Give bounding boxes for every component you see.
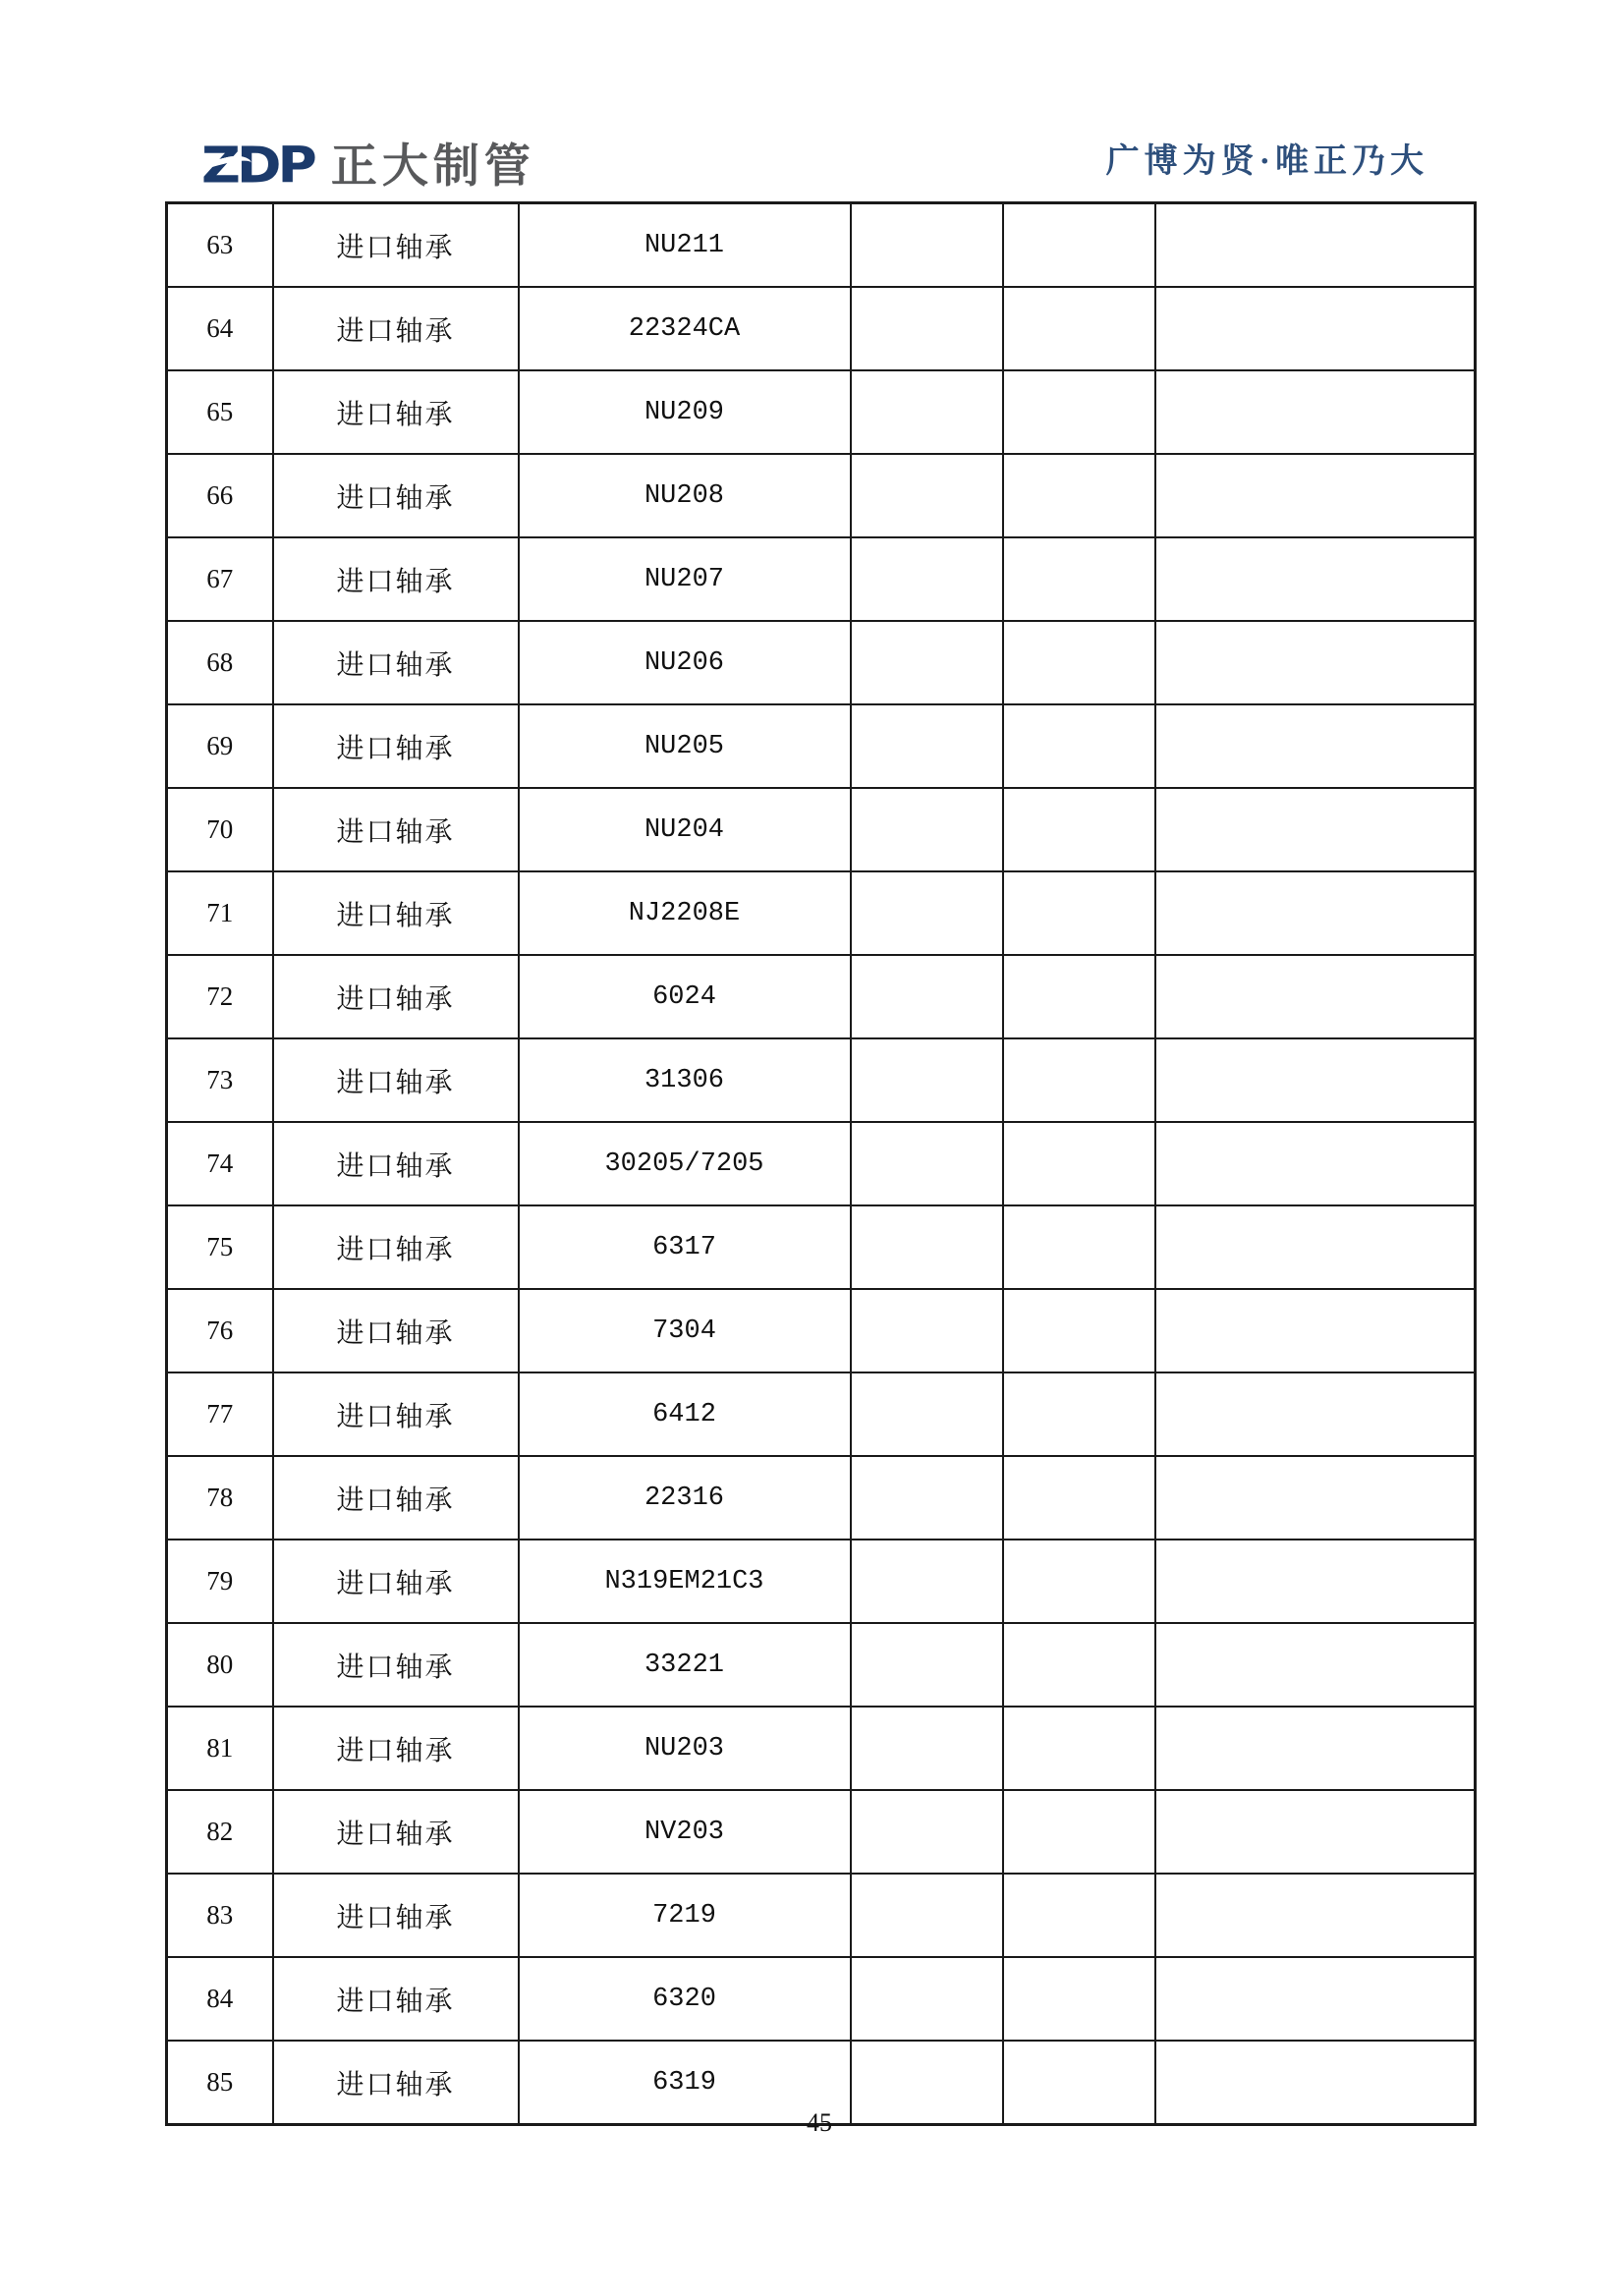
row-number-cell: 65	[167, 370, 273, 454]
category-cell: 进口轴承	[273, 1540, 519, 1623]
table-row	[167, 1707, 1476, 1790]
empty-cell-2	[1003, 1289, 1155, 1372]
empty-cell-3	[1155, 454, 1476, 537]
model-cell: N319EM21C3	[519, 1540, 851, 1623]
category-cell: 进口轴承	[273, 370, 519, 454]
table-row	[167, 454, 1476, 537]
empty-cell-3	[1155, 1205, 1476, 1289]
empty-cell-2	[1003, 621, 1155, 704]
row-number-cell: 67	[167, 537, 273, 621]
model-cell: NU203	[519, 1707, 851, 1790]
row-number-cell: 63	[167, 203, 273, 288]
company-logo	[201, 136, 535, 195]
empty-cell-3	[1155, 1540, 1476, 1623]
category-cell: 进口轴承	[273, 287, 519, 370]
empty-cell-2	[1003, 788, 1155, 871]
table-row	[167, 1038, 1476, 1122]
model-cell: 7219	[519, 1874, 851, 1957]
empty-cell-2	[1003, 537, 1155, 621]
model-cell: 31306	[519, 1038, 851, 1122]
empty-cell-3	[1155, 788, 1476, 871]
row-number-cell: 84	[167, 1957, 273, 2041]
row-number-cell: 70	[167, 788, 273, 871]
empty-cell-1	[851, 1707, 1003, 1790]
empty-cell-3	[1155, 537, 1476, 621]
table-row	[167, 955, 1476, 1038]
category-cell: 进口轴承	[273, 1874, 519, 1957]
empty-cell-1	[851, 287, 1003, 370]
model-cell: 6320	[519, 1957, 851, 2041]
row-number-cell: 69	[167, 704, 273, 788]
model-cell: NJ2208E	[519, 871, 851, 955]
row-number-cell: 73	[167, 1038, 273, 1122]
category-cell: 进口轴承	[273, 454, 519, 537]
empty-cell-1	[851, 1289, 1003, 1372]
empty-cell-1	[851, 1122, 1003, 1205]
empty-cell-1	[851, 203, 1003, 288]
empty-cell-2	[1003, 1540, 1155, 1623]
model-cell: 6317	[519, 1205, 851, 1289]
row-number-cell: 82	[167, 1790, 273, 1874]
table-row	[167, 621, 1476, 704]
row-number-cell: 77	[167, 1372, 273, 1456]
category-cell: 进口轴承	[273, 1707, 519, 1790]
category-cell: 进口轴承	[273, 788, 519, 871]
table-row	[167, 287, 1476, 370]
category-cell: 进口轴承	[273, 1289, 519, 1372]
empty-cell-1	[851, 871, 1003, 955]
category-cell: 进口轴承	[273, 1205, 519, 1289]
empty-cell-2	[1003, 203, 1155, 288]
empty-cell-3	[1155, 1289, 1476, 1372]
row-number-cell: 72	[167, 955, 273, 1038]
table-row	[167, 1456, 1476, 1540]
empty-cell-1	[851, 955, 1003, 1038]
empty-cell-3	[1155, 1957, 1476, 2041]
model-cell: NU207	[519, 537, 851, 621]
table-row	[167, 1874, 1476, 1957]
model-cell: 30205/7205	[519, 1122, 851, 1205]
category-cell: 进口轴承	[273, 1372, 519, 1456]
empty-cell-1	[851, 1957, 1003, 2041]
empty-cell-1	[851, 454, 1003, 537]
table-row	[167, 871, 1476, 955]
model-cell: 6412	[519, 1372, 851, 1456]
empty-cell-2	[1003, 1372, 1155, 1456]
empty-cell-2	[1003, 1122, 1155, 1205]
empty-cell-2	[1003, 1707, 1155, 1790]
model-cell: NU211	[519, 203, 851, 288]
empty-cell-1	[851, 1623, 1003, 1707]
row-number-cell: 68	[167, 621, 273, 704]
empty-cell-3	[1155, 1038, 1476, 1122]
company-slogan: 广博为贤·唯正乃大	[1105, 143, 1428, 180]
model-cell: 6319	[519, 2041, 851, 2125]
empty-cell-3	[1155, 1623, 1476, 1707]
empty-cell-1	[851, 1874, 1003, 1957]
empty-cell-1	[851, 621, 1003, 704]
company-name: 正大制管	[330, 139, 535, 192]
empty-cell-1	[851, 788, 1003, 871]
empty-cell-2	[1003, 370, 1155, 454]
category-cell: 进口轴承	[273, 704, 519, 788]
empty-cell-1	[851, 370, 1003, 454]
row-number-cell: 71	[167, 871, 273, 955]
category-cell: 进口轴承	[273, 1623, 519, 1707]
empty-cell-1	[851, 1790, 1003, 1874]
category-cell: 进口轴承	[273, 871, 519, 955]
row-number-cell: 74	[167, 1122, 273, 1205]
empty-cell-2	[1003, 955, 1155, 1038]
empty-cell-3	[1155, 1122, 1476, 1205]
empty-cell-2	[1003, 1205, 1155, 1289]
category-cell: 进口轴承	[273, 1122, 519, 1205]
empty-cell-2	[1003, 1957, 1155, 2041]
empty-cell-3	[1155, 955, 1476, 1038]
category-cell: 进口轴承	[273, 537, 519, 621]
empty-cell-3	[1155, 287, 1476, 370]
category-cell: 进口轴承	[273, 2041, 519, 2125]
empty-cell-2	[1003, 871, 1155, 955]
page-number: 45	[807, 2108, 832, 2137]
row-number-cell: 83	[167, 1874, 273, 1957]
table-row	[167, 704, 1476, 788]
row-number-cell: 81	[167, 1707, 273, 1790]
model-cell: NU205	[519, 704, 851, 788]
empty-cell-3	[1155, 370, 1476, 454]
empty-cell-2	[1003, 1456, 1155, 1540]
model-cell: NU208	[519, 454, 851, 537]
table-row	[167, 203, 1476, 288]
category-cell: 进口轴承	[273, 1038, 519, 1122]
empty-cell-3	[1155, 704, 1476, 788]
table-row	[167, 1623, 1476, 1707]
category-cell: 进口轴承	[273, 621, 519, 704]
empty-cell-2	[1003, 287, 1155, 370]
empty-cell-1	[851, 1205, 1003, 1289]
empty-cell-1	[851, 704, 1003, 788]
table-row	[167, 1790, 1476, 1874]
empty-cell-2	[1003, 704, 1155, 788]
table-row	[167, 1205, 1476, 1289]
row-number-cell: 80	[167, 1623, 273, 1707]
empty-cell-1	[851, 537, 1003, 621]
zdp-logo-mark: ZDP	[201, 136, 313, 195]
row-number-cell: 66	[167, 454, 273, 537]
empty-cell-3	[1155, 1790, 1476, 1874]
table-row	[167, 537, 1476, 621]
empty-cell-2	[1003, 454, 1155, 537]
row-number-cell: 64	[167, 287, 273, 370]
row-number-cell: 76	[167, 1289, 273, 1372]
empty-cell-1	[851, 1038, 1003, 1122]
row-number-cell: 85	[167, 2041, 273, 2125]
table-row	[167, 370, 1476, 454]
empty-cell-3	[1155, 621, 1476, 704]
category-cell: 进口轴承	[273, 203, 519, 288]
empty-cell-3	[1155, 1874, 1476, 1957]
model-cell: 33221	[519, 1623, 851, 1707]
category-cell: 进口轴承	[273, 1456, 519, 1540]
parts-table	[165, 201, 1477, 2126]
model-cell: 22316	[519, 1456, 851, 1540]
category-cell: 进口轴承	[273, 955, 519, 1038]
empty-cell-3	[1155, 871, 1476, 955]
parts-table-body	[167, 203, 1476, 2125]
empty-cell-2	[1003, 1874, 1155, 1957]
category-cell: 进口轴承	[273, 1790, 519, 1874]
model-cell: NU206	[519, 621, 851, 704]
empty-cell-3	[1155, 1707, 1476, 1790]
empty-cell-2	[1003, 1790, 1155, 1874]
table-row	[167, 788, 1476, 871]
empty-cell-1	[851, 1372, 1003, 1456]
category-cell: 进口轴承	[273, 1957, 519, 2041]
row-number-cell: 79	[167, 1540, 273, 1623]
empty-cell-3	[1155, 203, 1476, 288]
row-number-cell: 78	[167, 1456, 273, 1540]
model-cell: NV203	[519, 1790, 851, 1874]
table-row	[167, 1122, 1476, 1205]
empty-cell-1	[851, 1456, 1003, 1540]
model-cell: 6024	[519, 955, 851, 1038]
table-row	[167, 1540, 1476, 1623]
model-cell: 22324CA	[519, 287, 851, 370]
model-cell: NU204	[519, 788, 851, 871]
table-row	[167, 1289, 1476, 1372]
table-row	[167, 1957, 1476, 2041]
empty-cell-3	[1155, 1372, 1476, 1456]
model-cell: NU209	[519, 370, 851, 454]
table-row	[167, 1372, 1476, 1456]
model-cell: 7304	[519, 1289, 851, 1372]
row-number-cell: 75	[167, 1205, 273, 1289]
empty-cell-1	[851, 1540, 1003, 1623]
empty-cell-2	[1003, 1623, 1155, 1707]
empty-cell-2	[1003, 1038, 1155, 1122]
empty-cell-3	[1155, 1456, 1476, 1540]
